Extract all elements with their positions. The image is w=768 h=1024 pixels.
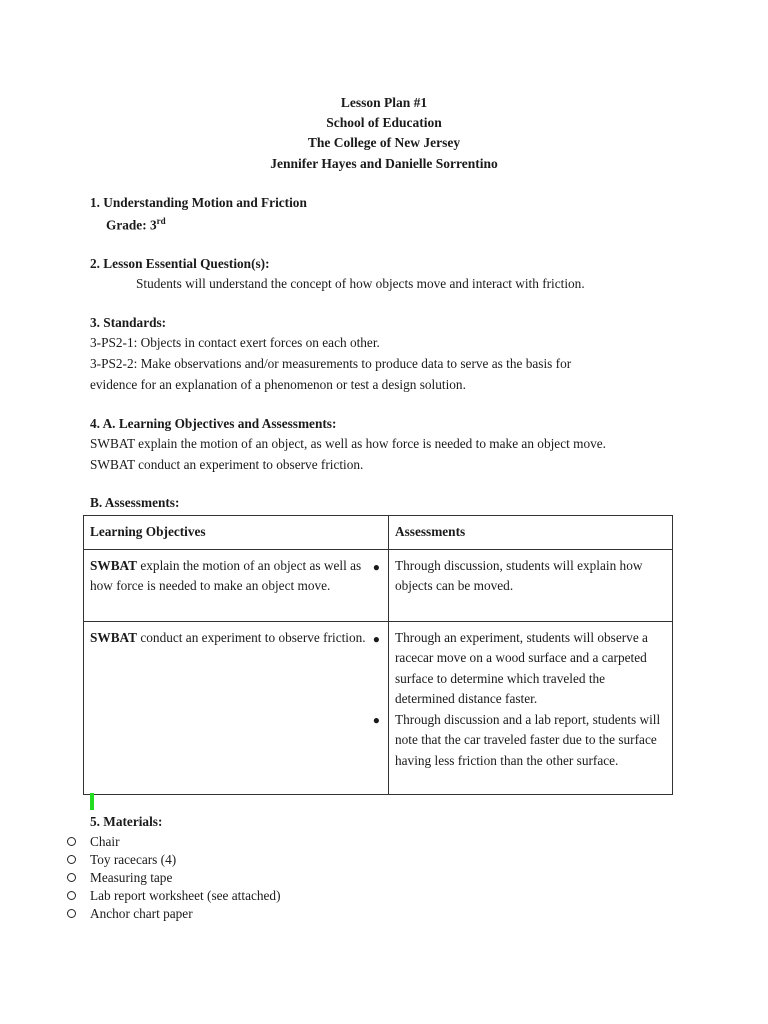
college-name: The College of New Jersey bbox=[307, 135, 461, 150]
objective-text: conduct an experiment to observe friction. bbox=[137, 629, 366, 645]
circle-bullet-icon bbox=[67, 909, 76, 918]
school-name: School of Education bbox=[326, 115, 442, 130]
table-row bbox=[84, 549, 673, 621]
circle-bullet-icon bbox=[67, 837, 76, 846]
essential-question-text: Students will understand the concept of how objects move and interact with friction. bbox=[136, 276, 585, 291]
grade-superscript: rd bbox=[156, 216, 166, 226]
assessment-cell bbox=[389, 549, 673, 621]
doc-title: Lesson Plan #1 bbox=[340, 95, 428, 110]
swbat-label: SWBAT bbox=[90, 557, 138, 573]
header-assessments: Assessments bbox=[389, 516, 673, 550]
assessment-text: Through an experiment, students will observe a racecar move on a wood surface and a carpeted surface to determine which traveled the determined distance faster. bbox=[395, 629, 648, 706]
objective-2: SWBAT conduct an experiment to observe friction. bbox=[90, 457, 364, 472]
section4-title: 4. A. Learning Objectives and Assessments: bbox=[90, 416, 337, 431]
table-row bbox=[84, 621, 673, 794]
assessments-title: B. Assessments: bbox=[90, 495, 180, 510]
material-item: Lab report worksheet (see attached) bbox=[90, 888, 281, 903]
grade-label: Grade: 3 bbox=[106, 217, 157, 233]
bullet-icon: ● bbox=[372, 712, 380, 727]
assessment-text: Through discussion, students will explain how objects can be moved. bbox=[395, 557, 643, 593]
header-learning-objectives: Learning Objectives bbox=[84, 516, 389, 550]
standard-2-line2: evidence for an explanation of a phenomenon or test a design solution. bbox=[90, 377, 466, 392]
assessment-cell bbox=[389, 621, 673, 794]
circle-bullet-icon bbox=[67, 873, 76, 882]
authors: Jennifer Hayes and Danielle Sorrentino bbox=[270, 156, 498, 171]
assessment-text: Through discussion and a lab report, students will note that the car traveled faster due to the surface having less friction than the other surface. bbox=[395, 711, 661, 768]
standard-2-line1: 3-PS2-2: Make observations and/or measurements to produce data to serve as the basis for bbox=[90, 356, 572, 371]
material-item: Measuring tape bbox=[90, 870, 173, 885]
section5-title: 5. Materials: bbox=[90, 814, 163, 829]
section3-title: 3. Standards: bbox=[90, 315, 167, 330]
circle-bullet-icon bbox=[67, 891, 76, 900]
objective-text: explain the motion of an object as well as how force is needed to make an object move. bbox=[90, 557, 362, 593]
bullet-icon: ● bbox=[372, 559, 380, 574]
table-header-row bbox=[84, 516, 673, 550]
material-item: Anchor chart paper bbox=[90, 906, 193, 921]
circle-bullet-icon bbox=[67, 855, 76, 864]
objective-cell bbox=[84, 549, 389, 621]
objective-cell bbox=[84, 621, 389, 794]
section1-title: 1. Understanding Motion and Friction bbox=[90, 195, 307, 210]
material-item: Toy racecars (4) bbox=[90, 852, 177, 867]
standard-1: 3-PS2-1: Objects in contact exert forces on each other. bbox=[90, 335, 380, 350]
material-item: Chair bbox=[90, 834, 120, 849]
swbat-label: SWBAT bbox=[90, 629, 138, 645]
grade-line bbox=[106, 216, 166, 233]
assessment-table bbox=[83, 515, 673, 795]
objective-1: SWBAT explain the motion of an object, as well as how force is needed to make an object move. bbox=[90, 436, 606, 451]
bullet-icon: ● bbox=[372, 631, 380, 646]
text-cursor-marker bbox=[90, 793, 94, 810]
section2-title: 2. Lesson Essential Question(s): bbox=[90, 256, 270, 271]
